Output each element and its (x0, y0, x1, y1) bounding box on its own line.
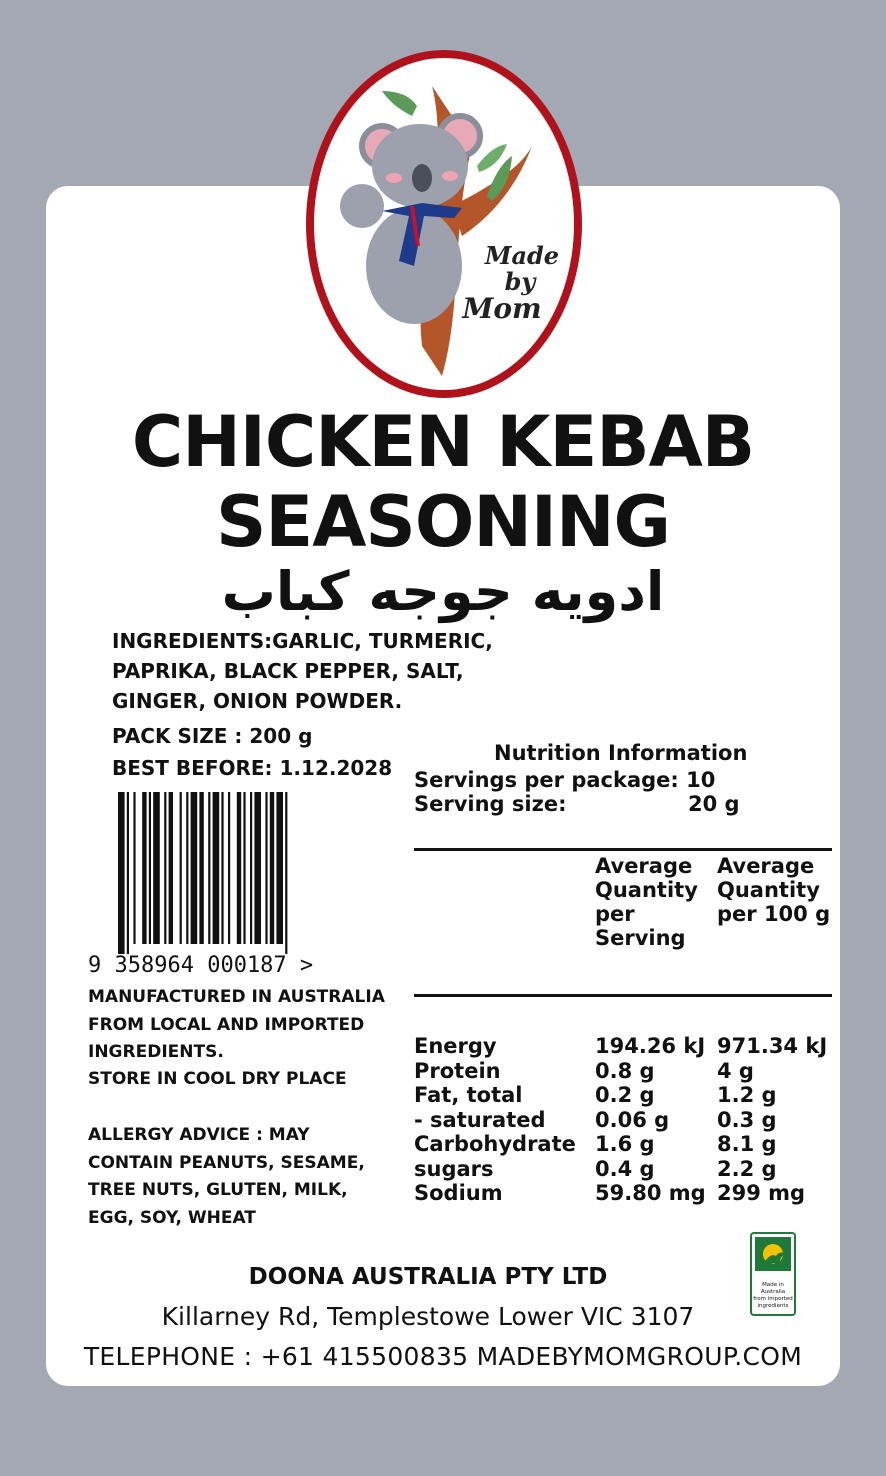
barcode-bar (180, 792, 182, 944)
serving-size-value: 20 g (688, 792, 740, 816)
barcode-bar (142, 792, 146, 944)
svg-text:from imported: from imported (753, 1296, 793, 1302)
company-name: DOONA AUSTRALIA PTY LTD (248, 1264, 608, 1290)
barcode-bar (153, 792, 160, 944)
per-100g-value: 299 mg (717, 1181, 806, 1205)
barcode-bar (265, 792, 267, 944)
company-contact: TELEPHONE : +61 415500835 MADEBYMOMGROUP.COM (83, 1342, 803, 1371)
ingredients-text: INGREDIENTS:GARLIC, TURMERIC, PAPRIKA, BLACK PEPPER, SALT, GINGER, ONION POWDER. (112, 629, 493, 713)
col-header-per-serving: Average Quantity per Serving (595, 854, 698, 950)
servings-per-package: Servings per package: 10 (414, 768, 716, 792)
per-serving-value: 0.06 g (595, 1107, 670, 1132)
logo-text-made: Made (484, 241, 560, 270)
per-serving-value: 59.80 mg (595, 1181, 706, 1205)
per-serving-value: 194.26 kJ (595, 1034, 706, 1058)
per-100g-value: 4 g (717, 1058, 754, 1083)
barcode-bar (250, 792, 252, 944)
barcode-bar (237, 792, 241, 944)
allergy-advice: ALLERGY ADVICE : MAY CONTAIN PEANUTS, SESAME, TREE NUTS, GLUTEN, MILK, EGG, SOY, WHEAT (88, 1125, 365, 1228)
nutrient-name: Protein (414, 1058, 501, 1083)
barcode-bar (186, 792, 188, 944)
barcode-icon (88, 792, 378, 980)
koala-logo (302, 46, 586, 402)
barcode-bar (270, 792, 274, 944)
kangaroo-icon (750, 1232, 796, 1316)
serving-size-label: Serving size: (414, 792, 567, 816)
barcode-bar (133, 792, 135, 944)
nutrient-name: Sodium (414, 1181, 503, 1205)
per-100g-value: 2.2 g (717, 1156, 777, 1181)
per-100g-value: 8.1 g (717, 1132, 777, 1156)
product-title-farsi: ادویه جوجه کباب (221, 560, 665, 623)
barcode-bar (118, 792, 125, 954)
per-serving-value: 0.8 g (595, 1058, 655, 1083)
best-before: BEST BEFORE: 1.12.2028 (112, 756, 393, 780)
logo-text-by: by (504, 267, 536, 296)
product-title-line1: CHICKEN KEBAB (131, 401, 755, 483)
per-serving-value: 1.6 g (595, 1132, 655, 1156)
logo-text-mom: Mom (462, 292, 542, 325)
product-title-line2: SEASONING (216, 481, 670, 563)
svg-text:Made in: Made in (762, 1282, 784, 1288)
barcode-bar (285, 792, 287, 954)
svg-text:ingredients: ingredients (757, 1303, 789, 1309)
nutrient-name: Energy (414, 1034, 497, 1058)
serving-size (414, 792, 740, 816)
nutrient-name: sugars (414, 1156, 494, 1181)
company-address: Killarney Rd, Templestowe Lower VIC 3107 (161, 1302, 695, 1331)
nutrition-divider-top (414, 848, 832, 851)
nutrient-name: Carbohydrate (414, 1132, 576, 1156)
barcode-bar (149, 792, 151, 944)
per-serving-value: 0.4 g (595, 1156, 655, 1181)
barcode-bar (243, 792, 245, 944)
barcode-bar (221, 792, 223, 944)
barcode-bar (199, 792, 203, 944)
storage-instruction: STORE IN COOL DRY PLACE (88, 1069, 347, 1089)
pack-size: PACK SIZE : 200 g (112, 724, 313, 748)
barcode-bar (276, 792, 283, 944)
per-100g-value: 1.2 g (717, 1083, 777, 1107)
manufactured-statement: MANUFACTURED IN AUSTRALIA FROM LOCAL AND IMPORTED INGREDIENTS. (88, 987, 385, 1062)
barcode-bar (169, 792, 173, 944)
barcode-bar (228, 792, 230, 944)
barcode-number: 9 358964 000187 > (88, 953, 314, 978)
barcode-bar (208, 792, 210, 944)
nutrient-name: Fat, total (414, 1083, 523, 1107)
nutrition-title: Nutrition Information (494, 741, 748, 765)
svg-text:Australia: Australia (760, 1289, 786, 1295)
barcode-bar (127, 792, 129, 954)
nutrition-divider-bottom (414, 994, 832, 997)
barcode-bar (164, 792, 166, 944)
barcode-bar (191, 792, 198, 944)
per-100g-value: 971.34 kJ (717, 1034, 828, 1058)
barcode-bar (213, 792, 220, 944)
barcode-bar (254, 792, 261, 944)
col-header-per-100g: Average Quantity per 100 g (717, 854, 831, 926)
per-serving-value: 0.2 g (595, 1083, 655, 1107)
per-100g-value: 0.3 g (717, 1107, 777, 1132)
nutrient-name: - saturated (414, 1107, 546, 1132)
